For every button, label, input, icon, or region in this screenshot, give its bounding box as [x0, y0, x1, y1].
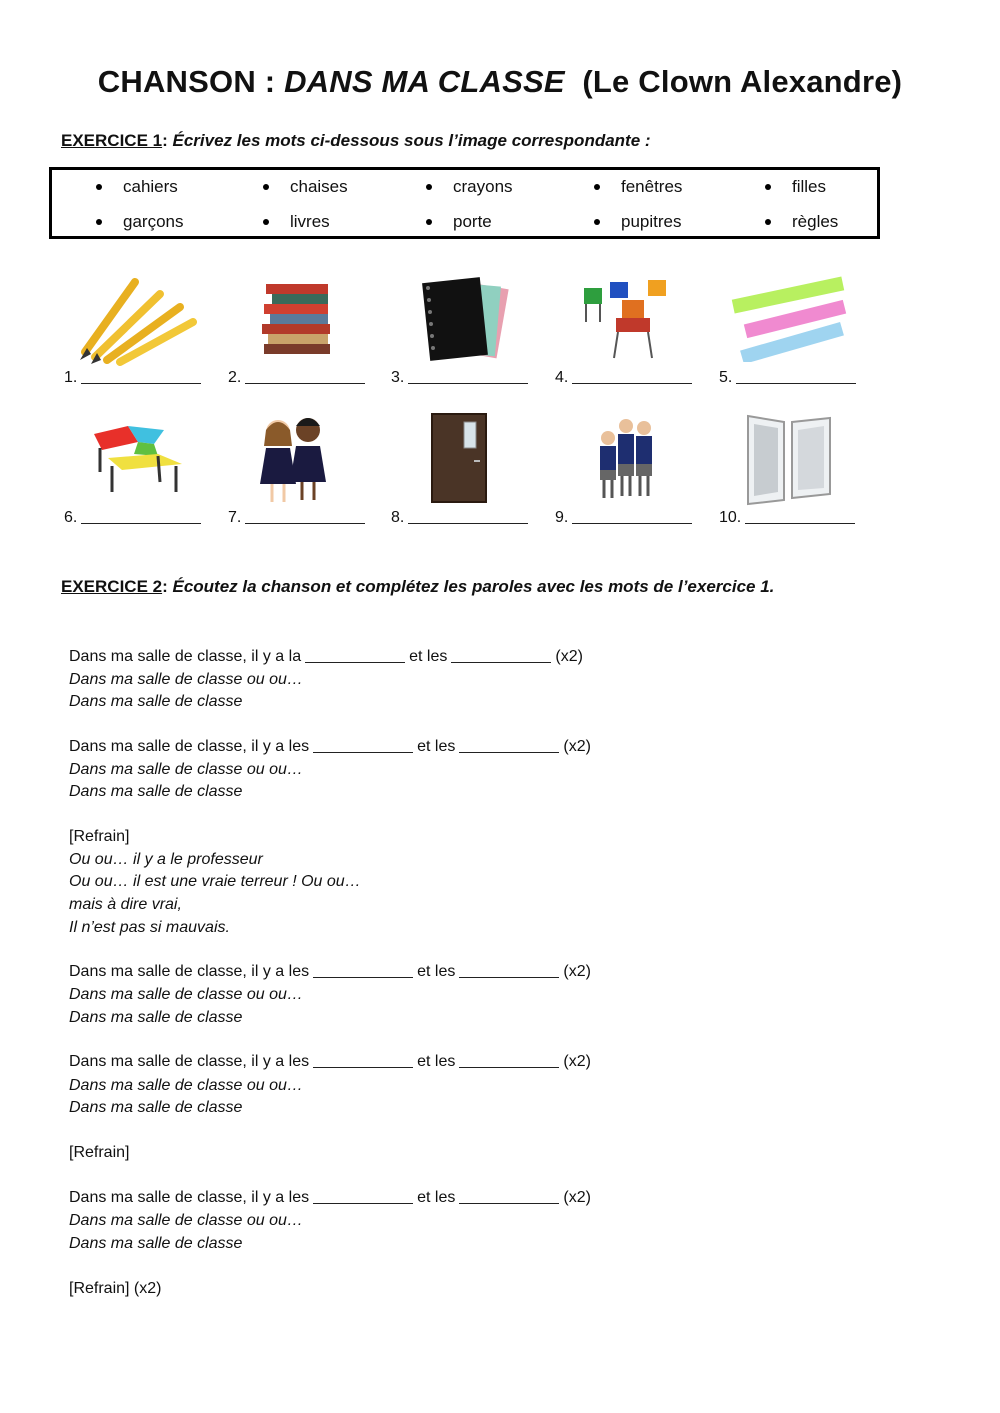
word-item: crayons — [453, 177, 513, 196]
lyric-line: Dans ma salle de classe ou ou… — [69, 1077, 303, 1094]
rulers-image — [728, 276, 848, 362]
answer-line-7[interactable] — [228, 509, 365, 527]
lyric-line: Il n’est pas si mauvais. — [69, 919, 230, 936]
refrain-label: [Refrain] — [69, 828, 130, 845]
word-item: règles — [792, 212, 839, 231]
blank-input[interactable] — [459, 1203, 559, 1204]
lyric-line: Dans ma salle de classe — [69, 1235, 243, 1252]
answer-line-10[interactable] — [719, 509, 855, 527]
answer-line-6[interactable] — [64, 509, 201, 527]
lyric-line: Ou ou… il y a le professeur — [69, 851, 263, 868]
word-item: porte — [453, 212, 492, 231]
answer-line-3[interactable] — [391, 369, 528, 387]
item-number: 10. — [719, 509, 742, 526]
refrain-label: [Refrain] (x2) — [69, 1280, 162, 1297]
lyric-line: Ou ou… il est une vraie terreur ! Ou ou… — [69, 873, 361, 890]
item-number: 9. — [555, 509, 569, 526]
exercise1-colon: : — [162, 131, 168, 150]
exercise1-heading — [61, 131, 651, 151]
blank-input[interactable] — [313, 1203, 413, 1204]
exercise1-instruction: Écrivez les mots ci-dessous sous l’image correspondante : — [172, 131, 651, 150]
lyric-line: Dans ma salle de classe ou ou… — [69, 986, 303, 1003]
exercise2-label: EXERCICE 2 — [61, 577, 163, 596]
word-item: cahiers — [123, 177, 178, 196]
notebooks-image — [418, 274, 510, 366]
lyric-line: mais à dire vrai, — [69, 896, 182, 913]
item-number: 3. — [391, 369, 405, 386]
item-number: 6. — [64, 509, 78, 526]
blank-input[interactable] — [313, 1067, 413, 1068]
blank-input[interactable] — [305, 662, 405, 663]
word-item: filles — [792, 177, 827, 196]
lyric-line: Dans ma salle de classe — [69, 693, 243, 710]
item-number: 8. — [391, 509, 405, 526]
word-item: fenêtres — [621, 177, 683, 196]
word-item: garçons — [123, 212, 184, 231]
item-number: 2. — [228, 369, 242, 386]
exercise2-colon: : — [162, 577, 168, 596]
pencils-image — [75, 272, 200, 367]
boys-image — [592, 414, 662, 504]
lyric-line: Dans ma salle de classe — [69, 1009, 243, 1026]
answer-line-2[interactable] — [228, 369, 365, 387]
lyric-fill-line: Dans ma salle de classe, il y a la et les (x2) — [69, 648, 583, 665]
page-title — [0, 64, 1000, 100]
lyric-fill-line: Dans ma salle de classe, il y a les et les (x2) — [69, 1053, 591, 1070]
answer-line-4[interactable] — [555, 369, 692, 387]
desks-image — [88, 420, 186, 495]
blank-input[interactable] — [313, 977, 413, 978]
item-number: 5. — [719, 369, 733, 386]
chairs-image — [578, 274, 673, 362]
blank-input[interactable] — [451, 662, 551, 663]
window-image — [742, 412, 836, 506]
exercise1-label: EXERCICE 1 — [61, 131, 163, 150]
refrain-label: [Refrain] — [69, 1144, 130, 1161]
lyric-fill-line: Dans ma salle de classe, il y a les et les (x2) — [69, 1189, 591, 1206]
blank-input[interactable] — [459, 752, 559, 753]
item-number: 4. — [555, 369, 569, 386]
lyric-fill-line: Dans ma salle de classe, il y a les et les (x2) — [69, 738, 591, 755]
girls-image — [254, 412, 334, 507]
word-bank — [49, 167, 880, 239]
lyric-line: Dans ma salle de classe ou ou… — [69, 1212, 303, 1229]
word-item: pupitres — [621, 212, 682, 231]
answer-line-5[interactable] — [719, 369, 856, 387]
word-item: livres — [290, 212, 330, 231]
item-number: 1. — [64, 369, 78, 386]
answer-line-8[interactable] — [391, 509, 528, 527]
exercise2-instruction: Écoutez la chanson et complétez les paroles avec les mots de l’exercice 1. — [172, 577, 775, 596]
blank-input[interactable] — [459, 1067, 559, 1068]
lyric-line: Dans ma salle de classe — [69, 783, 243, 800]
item-number: 7. — [228, 509, 242, 526]
title-prefix: CHANSON : — [97, 64, 285, 99]
song-title: DANS MA CLASSE — [284, 64, 565, 99]
answer-line-9[interactable] — [555, 509, 692, 527]
exercise2-heading — [61, 577, 774, 597]
lyric-line: Dans ma salle de classe — [69, 1099, 243, 1116]
song-artist: (Le Clown Alexandre) — [582, 64, 903, 99]
lyric-line: Dans ma salle de classe ou ou… — [69, 671, 303, 688]
blank-input[interactable] — [313, 752, 413, 753]
lyric-fill-line: Dans ma salle de classe, il y a les et les (x2) — [69, 963, 591, 980]
blank-input[interactable] — [459, 977, 559, 978]
word-item: chaises — [290, 177, 348, 196]
books-image — [258, 278, 338, 358]
answer-line-1[interactable] — [64, 369, 201, 387]
door-image — [430, 412, 488, 504]
lyric-line: Dans ma salle de classe ou ou… — [69, 761, 303, 778]
